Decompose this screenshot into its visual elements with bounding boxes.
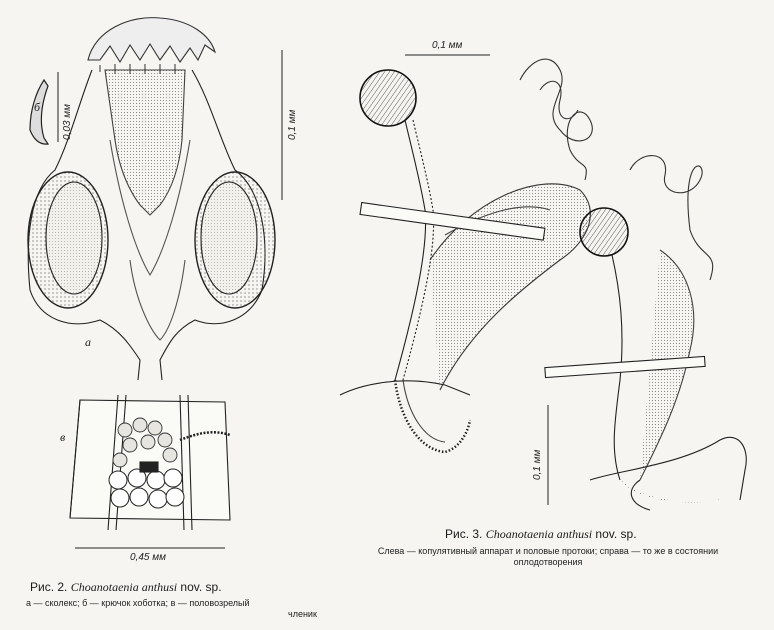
fig3-caption-line1: Слева — копулятивный аппарат и половые протоки; справа — то же в состоянии — [377, 546, 719, 556]
fig2-caption-text — [26, 598, 326, 620]
fig3-top-scale-label: 0,1 мм — [432, 40, 463, 51]
segment-scale-label: 0,45 мм — [130, 552, 166, 563]
segment-drawing — [70, 395, 230, 530]
copulatory-apparatus-left — [340, 55, 592, 452]
fig2-caption-suffix: nov. sp. — [180, 580, 222, 594]
fig2-caption-line2: членик — [288, 609, 317, 619]
label-a: а — [85, 335, 91, 349]
label-b: б — [34, 100, 41, 114]
fig3-caption-species: Choanotaenia anthusi — [485, 527, 593, 541]
fig3-caption-suffix: nov. sp. — [595, 527, 637, 541]
fig2-caption-title — [30, 580, 222, 595]
fig3-caption-prefix: Рис. 3. — [445, 527, 483, 541]
fig3-caption-title — [445, 527, 637, 542]
hook-scale-label: 0,03 мм — [62, 104, 73, 140]
scolex-scale-label: 0,1 мм — [287, 109, 298, 140]
fig3-side-scale-label: 0,1 мм — [532, 449, 543, 480]
fig2-caption-species: Choanotaenia anthusi — [70, 580, 178, 594]
label-v: в — [60, 430, 66, 444]
fig3-caption-line2: оплодотворения — [513, 557, 583, 567]
fig2-caption-prefix: Рис. 2. — [30, 580, 68, 594]
fig3-caption-text — [328, 546, 768, 568]
scolex-drawing — [28, 18, 275, 380]
fig2-caption-line1: а — сколекс; б — крючок хоботка; в — половозрелый — [26, 598, 250, 608]
